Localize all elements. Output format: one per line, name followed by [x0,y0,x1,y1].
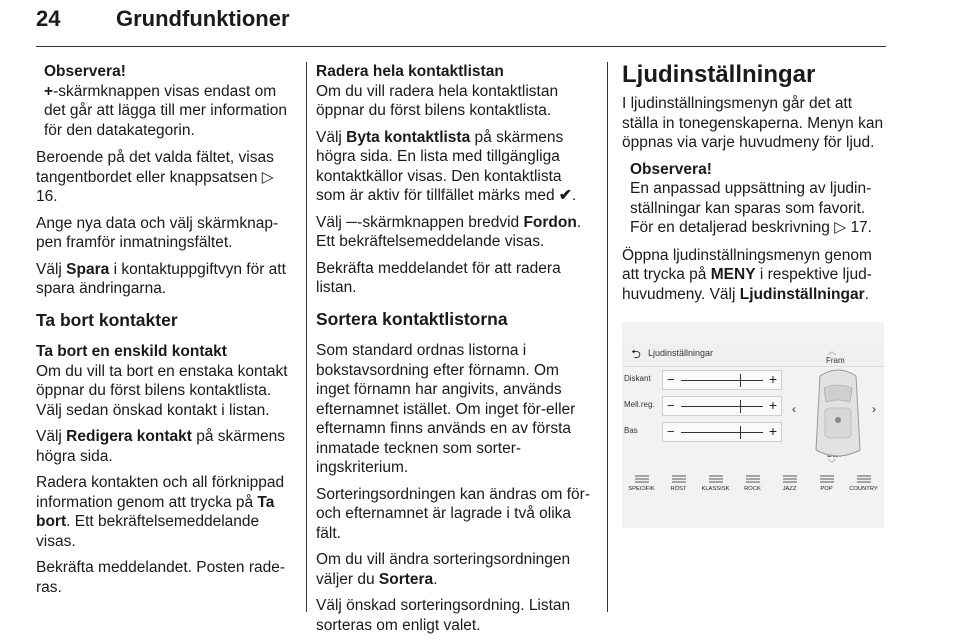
paragraph: Välj Redigera kontakt på skärmens högra sida. [36,428,285,465]
equalizer-icon [783,474,797,484]
checkmark-icon: ✔ [558,187,572,204]
eq-slider[interactable] [662,422,782,442]
equalizer-icon [672,474,686,484]
eq-row-bass [622,422,784,442]
page-number: 24 [36,6,61,31]
paragraph: Sorteringsordningen kan ändras om för- och efternamnet är lagrade i två olika fält. [316,485,590,542]
eq-label: Mell.reg. [624,400,655,409]
section-heading: Ljudinställningar [622,61,816,88]
eq-label: Bas [624,426,638,435]
chevron-right-icon[interactable]: › [872,402,876,416]
back-arrow-icon[interactable]: ⮌ [631,347,641,361]
note-text: En anpassad uppsättning av ljudin-ställningar kan sparas som favorit. För en detaljerad beskrivning ▷ 17. [630,180,872,236]
note-heading: Observera! [630,160,712,178]
chevron-left-icon[interactable]: ‹ [792,402,796,416]
preset-button[interactable]: POP [808,472,845,502]
front-label: Fram [826,356,845,365]
subsection-heading: Radera hela kontaktlistan [316,63,504,80]
section-heading: Sortera kontaktlistorna [316,308,508,329]
page-title: Grundfunktioner [116,6,290,31]
paragraph: Om du vill ändra sorteringsordningen väljer du Sortera. [316,551,571,588]
paragraph: Välj Byta kontaktlista på skärmens högra sida. En lista med tillgängliga kontaktkällor visas. Den kontaktlista som är aktiv för tillfället märks med ✔. [316,128,577,204]
slider-knob[interactable] [740,400,741,413]
plus-icon[interactable]: + [768,397,777,413]
plus-icon[interactable]: + [768,371,777,387]
eq-slider[interactable] [662,370,782,390]
plus-icon: + [44,82,54,100]
note-box [622,160,884,238]
arrow-icon: ▷ [834,219,847,236]
car-topview-icon [798,358,878,468]
slider-knob[interactable] [740,426,741,439]
slider-track [681,380,763,381]
sound-settings-screenshot [622,322,884,528]
preset-button[interactable]: RÖST [660,472,697,502]
arrow-icon: ▷ [261,168,274,186]
slider-track [681,406,763,407]
paragraph: Välj önskad sorteringsordning. Listan sorteras om enligt valet. [316,597,571,634]
paragraph: Öppna ljudinställningsmenyn genom att trycka på MENY i respektive ljud-huvudmeny. Välj Ljudinställningar. [622,246,872,303]
preset-button[interactable]: KLASSISK [697,472,734,502]
paragraph: Välj ─-skärmknappen bredvid Fordon. Ett bekräftelsemeddelande visas. [316,213,582,250]
header-rule [36,46,886,47]
note-text: +-skärmknappen visas endast om det går att lägga till mer information för den datakategorin. [44,82,287,139]
minus-icon[interactable]: − [667,424,675,439]
equalizer-icon [709,474,723,484]
equalizer-icon [820,474,834,484]
column-1 [36,62,298,604]
paragraph: Som standard ordnas listorna i bokstavsordning efter förnamn. Om inget förnamn har angivits, används efternamnet istället. Om inget för-eller efternamn finns används en av första inmatade tecknen som sorter-ingskriterium. [316,342,576,476]
equalizer-icon [857,474,871,484]
plus-icon[interactable]: + [768,423,777,439]
minus-icon: ─ [346,213,358,231]
paragraph: Radera kontakten och all förknippad information genom att trycka på Ta bort. Ett bekräftelsemeddelande visas. [36,474,285,550]
screen-title: Ljudinställningar [648,348,714,358]
eq-label: Diskant [624,374,651,383]
equalizer-icon [635,474,649,484]
eq-row-treble [622,370,784,390]
slider-track [681,432,763,433]
preset-bar [622,472,884,502]
paragraph: Bekräfta meddelandet. Posten rade-ras. [36,559,286,596]
paragraph: Om du vill radera hela kontaktlistan öppnar du först bilens kontaktlista. [316,82,559,119]
note-heading: Observera! [44,63,126,80]
paragraph: Välj Spara i kontaktuppgiftvyn för att spara ändringarna. [36,260,286,297]
equalizer-icon [746,474,760,484]
paragraph: Bekräfta meddelandet för att radera listan. [316,259,561,296]
page-header [36,6,886,46]
preset-button[interactable]: ROCK [734,472,771,502]
eq-row-mid [622,396,784,416]
paragraph: Beroende på det valda fältet, visas tangentbordet eller knappsatsen ▷ 16. [36,149,274,205]
column-divider [607,62,608,612]
paragraph: Ange nya data och välj skärmknap-pen framför inmatningsfältet. [36,214,279,251]
minus-icon[interactable]: − [667,372,675,387]
subsection-heading: Ta bort en enskild kontakt [36,343,227,360]
column-3 [622,62,884,311]
preset-button[interactable]: SPECIFIK [623,472,660,502]
chevron-up-icon[interactable]: ︿ [828,347,836,356]
chevron-down-icon[interactable]: ﹀ [828,459,836,468]
eq-slider[interactable] [662,396,782,416]
note-box [36,62,298,140]
preset-button[interactable]: JAZZ [771,472,808,502]
paragraph: Om du vill ta bort en enstaka kontakt öppnar du först bilens kontaktlista. Välj sedan önskad kontakt i listan. [36,362,288,419]
paragraph: I ljudinställningsmenyn går det att ställa in tonegenskaperna. Menyn kan öppnas via varje huvudmeny för ljud. [622,95,884,151]
section-heading: Ta bort kontakter [36,309,178,330]
column-2 [316,62,591,642]
slider-knob[interactable] [740,374,741,387]
column-divider [306,62,307,612]
minus-icon[interactable]: − [667,398,675,413]
preset-button[interactable]: COUNTRY [845,472,882,502]
